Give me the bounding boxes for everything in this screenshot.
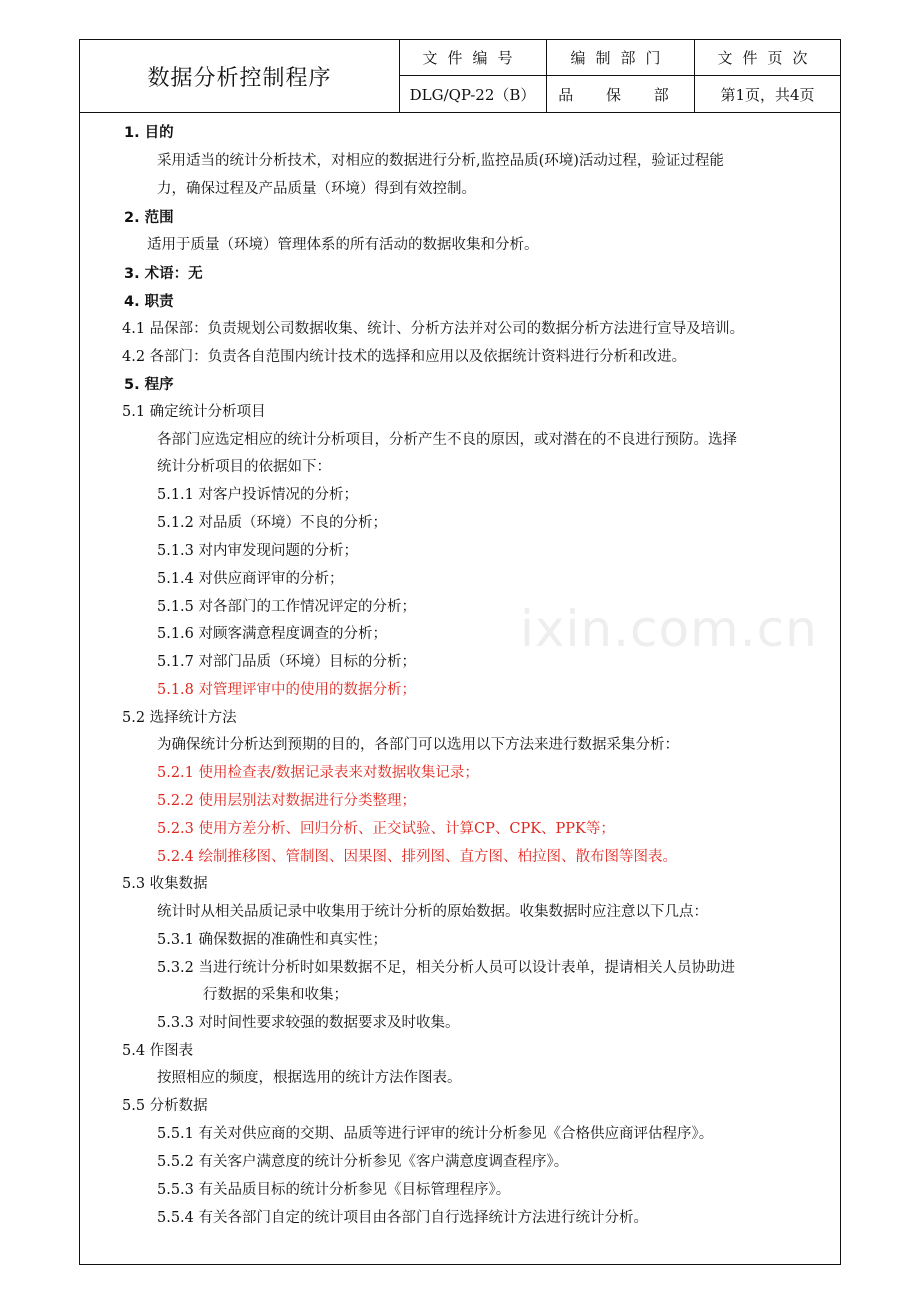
body-line: 4.2 各部门：负责各自范围内统计技术的选择和应用以及依据统计资料进行分析和改进。 [122,349,687,365]
watermark: ixin.com.cn [520,600,818,658]
body-line: 5.3 收集数据 [122,876,208,892]
body-line: 5.5.2 有关客户满意度的统计分析参见《客户满意度调查程序》。 [157,1154,569,1170]
doc-number-label: 文件编号 [399,40,547,76]
body-line: 采用适当的统计分析技术，对相应的数据进行分析,监控品质(环境)活动过程，验证过程能 [157,153,724,169]
body-line: 5.2 选择统计方法 [122,710,237,726]
body-line: 5.1.3 对内审发现问题的分析； [157,543,359,559]
body-line: 5.5 分析数据 [122,1098,208,1114]
body-line: 1. 目的 [124,125,174,141]
body-line: 5. 程序 [124,377,174,393]
body-line: 5.1.6 对顾客满意程度调查的分析； [157,626,388,642]
body-line: 力，确保过程及产品质量（环境）得到有效控制。 [157,181,476,197]
body-line: 统计分析项目的依据如下： [157,459,331,475]
body-line: 5.1 确定统计分析项目 [122,404,266,420]
body-line: 2. 范围 [124,210,174,226]
body-line: 适用于质量（环境）管理体系的所有活动的数据收集和分析。 [147,237,539,253]
department-label: 编制部门 [547,40,695,76]
body-line: 5.5.4 有关各部门自定的统计项目由各部门自行选择统计方法进行统计分析。 [157,1210,649,1226]
body-line: 行数据的采集和收集； [203,987,348,1003]
body-line: 5.2.3 使用方差分析、回归分析、正交试验、计算CP、CPK、PPK等； [157,821,615,837]
body-line: 5.1.1 对客户投诉情况的分析； [157,487,359,503]
document-title: 数据分析控制程序 [80,40,400,112]
body-line: 5.2.1 使用检查表/数据记录表来对数据收集记录； [157,765,479,781]
page-label: 文件页次 [695,40,840,76]
body-line: 5.1.7 对部门品质（环境）目标的分析； [157,654,417,670]
body-line: 4.1 品保部：负责规划公司数据收集、统计、分析方法并对公司的数据分析方法进行宣导及培训。 [122,321,745,337]
body-line: 5.1.8 对管理评审中的使用的数据分析； [157,682,417,698]
page-value: 第1页，共4页 [720,85,815,104]
body-line: 5.5.3 有关品质目标的统计分析参见《目标管理程序》。 [157,1182,511,1198]
body-line: 为确保统计分析达到预期的目的，各部门可以选用以下方法来进行数据采集分析： [157,737,679,753]
department-value: 品 保 部 [547,76,695,112]
body-line: 5.3.2 当进行统计分析时如果数据不足，相关分析人员可以设计表单，提请相关人员协助进 [157,960,735,976]
body-line: 5.1.2 对品质（环境）不良的分析； [157,515,388,531]
body-line: 5.3.3 对时间性要求较强的数据要求及时收集。 [157,1015,460,1031]
body-line: 各部门应选定相应的统计分析项目，分析产生不良的原因，或对潜在的不良进行预防。选择 [157,432,737,448]
body-line: 按照相应的频度，根据选用的统计方法作图表。 [157,1070,462,1086]
body-line: 5.3.1 确保数据的准确性和真实性； [157,932,388,948]
body-line: 3. 术语：无 [124,266,203,282]
body-line: 5.2.4 绘制推移图、管制图、因果图、排列图、直方图、柏拉图、散布图等图表。 [157,849,678,865]
doc-number-value: DLG/QP-22（B） [399,76,547,112]
body-line: 统计时从相关品质记录中收集用于统计分析的原始数据。收集数据时应注意以下几点： [157,904,708,920]
body-line: 5.5.1 有关对供应商的交期、品质等进行评审的统计分析参见《合格供应商评估程序》。 [157,1126,714,1142]
document-header [80,40,840,113]
body-line: 4. 职责 [124,294,174,310]
body-line: 5.2.2 使用层别法对数据进行分类整理； [157,793,417,809]
body-line: 5.4 作图表 [122,1043,194,1059]
body-line: 5.1.4 对供应商评审的分析； [157,571,344,587]
body-line: 5.1.5 对各部门的工作情况评定的分析； [157,599,417,615]
